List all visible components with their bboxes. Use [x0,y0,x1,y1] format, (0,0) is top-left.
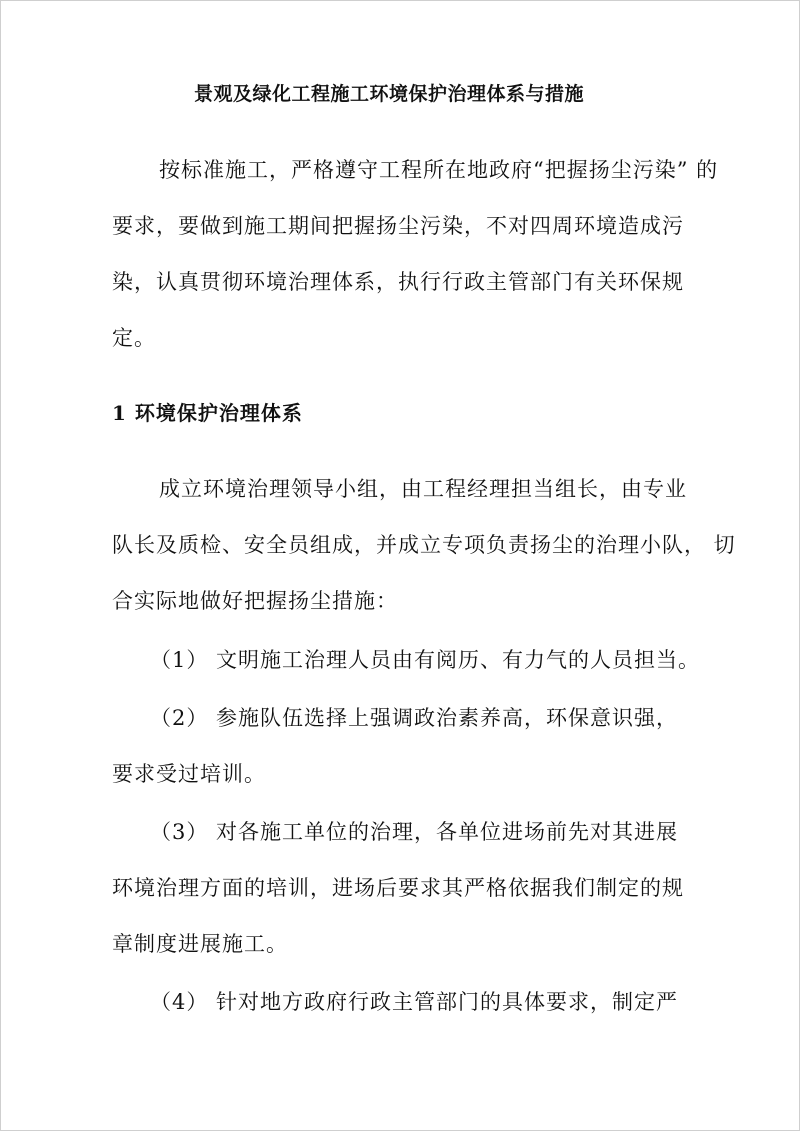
document-title: 景观及绿化工程施工环境保护治理体系与措施 [194,83,585,105]
list-item-2-line-1: （2） 参施队伍选择上强调政治素养高，环保意识强， [150,706,679,730]
section-1-heading: 1 环境保护治理体系 [112,401,303,425]
list-item-3-line-2: 环境治理方面的培训，进场后要求其严格依据我们制定的规 [112,876,684,900]
list-item-1-line-1: （1） 文明施工治理人员由有阅历、有力气的人员担当。 [150,648,701,672]
intro-line-3: 染，认真贯彻环境治理体系，执行行政主管部门有关环保规 [112,270,684,294]
list-item-4-line-1: （4） 针对地方政府行政主管部门的具体要求，制定严 [150,990,679,1014]
intro-line-2: 要求，要做到施工期间把握扬尘污染，不对四周环境造成污 [112,214,684,238]
list-item-3-line-1: （3） 对各施工单位的治理，各单位进场前先对其进展 [150,820,679,844]
list-item-2-line-2: 要求受过培训。 [112,762,266,786]
section-1-line-2: 队长及质检、安全员组成，并成立专项负责扬尘的治理小队， 切 [112,533,736,557]
intro-line-4: 定。 [112,326,156,350]
list-item-3-line-3: 章制度进展施工。 [112,932,288,956]
intro-line-1: 按标准施工，严格遵守工程所在地政府“把握扬尘污染” 的 [159,158,719,182]
section-1-line-1: 成立环境治理领导小组，由工程经理担当组长，由专业 [159,477,687,501]
section-1-line-3: 合实际地做好把握扬尘措施： [112,589,398,613]
